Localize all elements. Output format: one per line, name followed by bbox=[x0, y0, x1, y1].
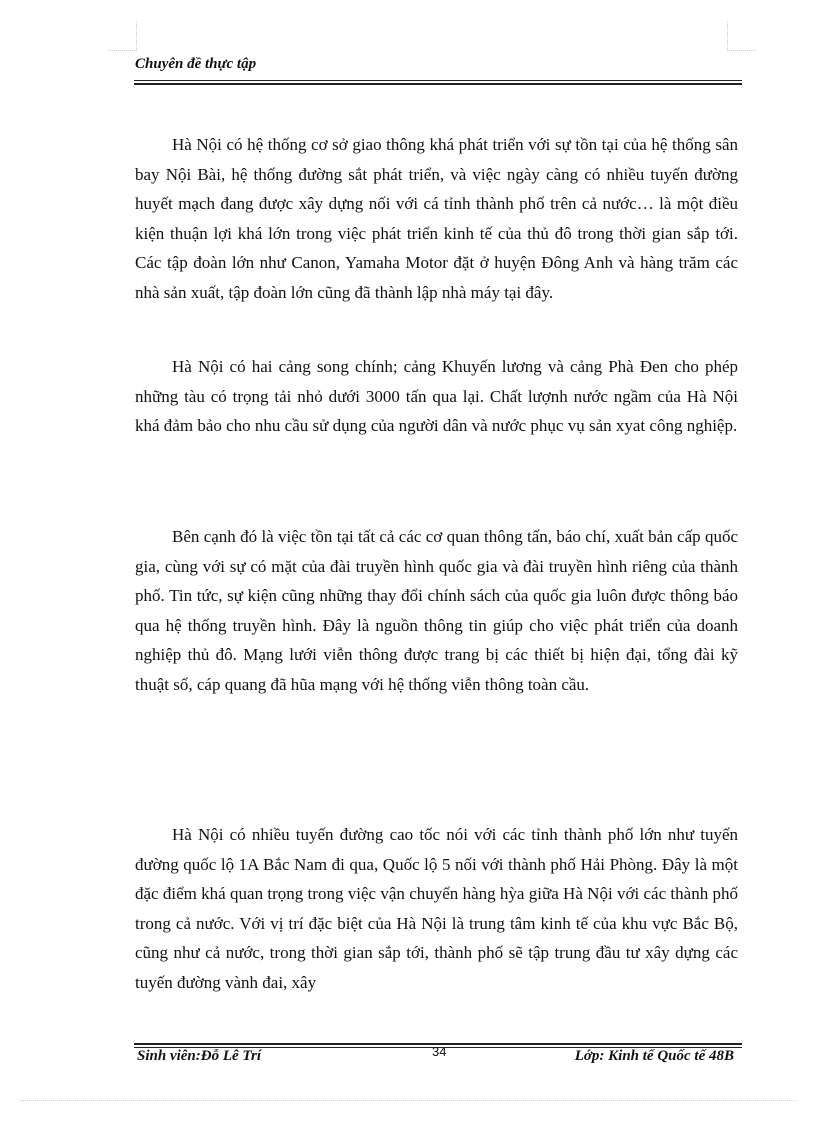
page-bottom-guide bbox=[20, 1100, 796, 1101]
page-number: 34 bbox=[432, 1044, 447, 1059]
page-corner-mark bbox=[727, 22, 756, 51]
page-corner-mark bbox=[108, 22, 137, 51]
paragraph: Hà Nội có hệ thống cơ sở giao thông khá phát triển với sự tồn tại của hệ thống sân bay Nội Bài, hệ thống đường sắt phát triển, và việc ngày càng có nhiều tuyến đường huyết mạch đang được xây dựng nối với cá tỉnh thành phố trên cả nước… là một điều kiện thuận lợi khá lớn trong việc phát triển kinh tế của thủ đô trong thời gian sắp tới. Các tập đoàn lớn như Canon, Yamaha Motor đặt ở huyện Đông Anh và hàng trăm các nhà sản xuất, tập đoàn lớn cũng đã thành lập nhà máy tại đây. bbox=[135, 135, 738, 302]
running-header: Chuyên đề thực tập bbox=[135, 56, 257, 72]
paragraph: Hà Nội có hai cảng song chính; cảng Khuyến lương và cảng Phà Đen cho phép những tàu có trọng tải nhỏ dưới 3000 tấn qua lại. Chất lượnh nước ngầm của Hà Nội khá đảm bảo cho nhu cầu sử dụng của người dân và nước phục vụ sản xyat công nghiệp. bbox=[135, 357, 738, 435]
paragraph: Hà Nội có nhiều tuyến đường cao tốc nói với các tỉnh thành phố lớn như tuyến đường quốc lộ 1A Bắc Nam đi qua, Quốc lộ 5 nối với thành phố Hải Phòng. Đây là một đặc điểm khá quan trọng trong việc vận chuyển hàng hỳa giữa Hà Nội với các thành phố trong cả nước. Với vị trí đặc biệt của Hà Nội là trung tâm kinh tế của khu vực Bắc Bộ, cũng như cả nước, trong thời gian sắp tới, thành phố sẽ tập trung đầu tư xây dựng các tuyến đường vành đai, xây bbox=[135, 825, 738, 992]
footer-student: Sinh viên:Đỗ Lê Trí bbox=[137, 1048, 262, 1064]
header-rule bbox=[134, 80, 742, 81]
header-rule-thick bbox=[134, 83, 742, 85]
paragraph: Bên cạnh đó là việc tồn tại tất cả các cơ quan thông tấn, báo chí, xuất bản cấp quốc gia, cùng với sự có mặt của đài truyền hình quốc gia và đài truyền hình riêng của thành phố. Tin tức, sự kiện cũng những thay đổi chính sách của quốc gia luôn được thông báo qua hệ thống truyền hình. Đây là nguồn thông tin giúp cho việc phát triển của doanh nghiệp thủ đô. Mạng lưới viễn thông được trang bị các thiết bị hiện đại, tổng đài kỹ thuật số, cáp quang đã hũa mạng với hệ thống viễn thông toàn cầu. bbox=[135, 527, 738, 694]
footer-class: Lớp: Kinh tế Quốc tế 48B bbox=[574, 1048, 734, 1064]
